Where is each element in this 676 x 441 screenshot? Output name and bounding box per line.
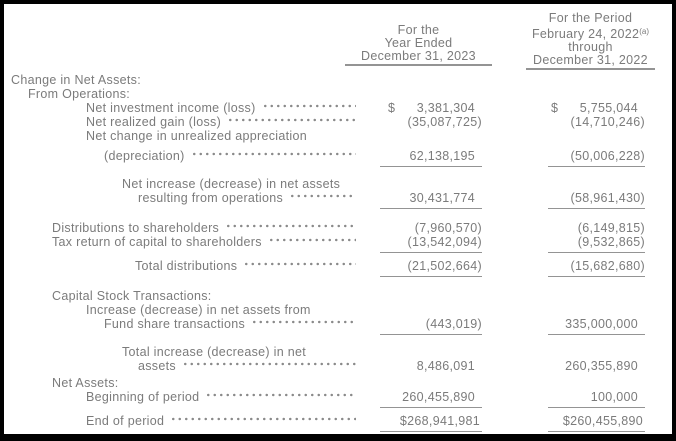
header-line: Year Ended xyxy=(384,36,453,50)
row-label xyxy=(4,115,380,129)
right-margin xyxy=(645,259,672,260)
value-2023 xyxy=(380,235,482,253)
row-label-text: End of period xyxy=(86,414,165,428)
column-gap xyxy=(482,235,548,236)
statement-rows xyxy=(4,73,672,435)
row-label-text: Beginning of period xyxy=(86,390,200,404)
amount: (35,087,725) xyxy=(407,115,482,129)
row-tax-return-of-capital-to-shareholders xyxy=(4,235,672,253)
dot-leader xyxy=(225,221,356,235)
row-label-text: resulting from operations xyxy=(138,191,284,205)
row-label xyxy=(4,414,380,428)
value-2022 xyxy=(548,414,645,435)
row-net-assets xyxy=(4,376,672,390)
row-increase-decrease-in-net-assets-from xyxy=(4,303,672,317)
amount: (7,960,570) xyxy=(414,221,482,235)
row-net-realized-gain-loss xyxy=(4,115,672,129)
row-label xyxy=(4,73,380,87)
row-label xyxy=(4,317,380,331)
row-fund-share-transactions xyxy=(4,317,672,335)
row-label-text: Fund share transactions xyxy=(104,317,246,331)
row-label-text: Net realized gain (loss) xyxy=(86,115,222,129)
amount: (15,682,680) xyxy=(570,259,645,273)
value-2023 xyxy=(380,115,482,129)
value-2023 xyxy=(380,390,482,408)
header-line: February 24, 2022$^{(a)}$ xyxy=(531,27,650,41)
row-label-text: Change in Net Assets: xyxy=(11,73,141,87)
right-margin xyxy=(645,177,672,178)
column-gap xyxy=(482,191,548,192)
row-label xyxy=(4,303,380,317)
column-gap xyxy=(482,73,548,74)
right-margin xyxy=(645,73,672,74)
value-2022 xyxy=(548,221,645,235)
amount: (6,149,815) xyxy=(577,221,645,235)
amount: (14,710,246) xyxy=(570,115,645,129)
row-label-text: Increase (decrease) in net assets from xyxy=(86,303,311,317)
amount: (9,532,865) xyxy=(577,235,645,249)
dot-leader xyxy=(289,191,356,205)
row-net-change-in-unrealized-appreciation xyxy=(4,129,672,143)
header-line: December 31, 2022 xyxy=(533,53,648,67)
row-distributions-to-shareholders xyxy=(4,221,672,235)
right-margin xyxy=(645,345,672,346)
value-2023 xyxy=(380,191,482,209)
row-beginning-of-period xyxy=(4,390,672,408)
row-label-text: Total distributions xyxy=(135,259,238,273)
column-gap xyxy=(482,345,548,346)
value-2023 xyxy=(380,221,482,235)
column-gap xyxy=(482,289,548,290)
amount: 260,355,890 xyxy=(565,359,638,373)
right-margin xyxy=(645,303,672,304)
row-label xyxy=(4,191,380,205)
column-gap xyxy=(482,259,548,260)
dot-leader xyxy=(251,317,356,331)
row-label xyxy=(4,129,380,143)
footnote-marker-a: (a) xyxy=(639,27,650,36)
value-2022 xyxy=(548,259,645,277)
header-line: For the Period xyxy=(548,11,633,25)
right-margin xyxy=(645,317,672,318)
column-gap xyxy=(482,317,548,318)
amount: 335,000,000 xyxy=(565,317,638,331)
row-label-text: Total increase (decrease) in net xyxy=(122,345,306,359)
amount: $260,455,890 xyxy=(562,414,643,428)
row-resulting-from-operations xyxy=(4,191,672,209)
column-gap xyxy=(482,177,548,178)
value-2022 xyxy=(548,115,645,129)
row-depreciation xyxy=(4,149,672,167)
right-margin xyxy=(645,149,672,150)
amount: 3,381,304 xyxy=(416,101,475,115)
dollar-sign: $ xyxy=(388,101,396,115)
row-label-text: (depreciation) xyxy=(104,149,185,163)
amount: 30,431,774 xyxy=(409,191,475,205)
row-label-text: Net investment income (loss) xyxy=(86,101,256,115)
column-gap xyxy=(482,414,548,415)
amount: $268,941,981 xyxy=(399,414,480,428)
value-2022 xyxy=(548,101,645,115)
row-label xyxy=(4,345,380,359)
value-2023 xyxy=(380,317,482,335)
column-gap xyxy=(482,359,548,360)
dot-leader xyxy=(227,115,356,129)
value-2023 xyxy=(380,359,482,373)
row-label-text: Tax return of capital to shareholders xyxy=(52,235,262,249)
right-margin xyxy=(645,289,672,290)
row-label-text: Net Assets: xyxy=(52,376,119,390)
dot-leader xyxy=(262,101,356,115)
column-gap xyxy=(482,390,548,391)
amount: 100,000 xyxy=(590,390,638,404)
column-header-2022 xyxy=(526,12,655,70)
column-header-2023 xyxy=(345,24,492,66)
row-change-in-net-assets xyxy=(4,73,672,87)
amount: 5,755,044 xyxy=(579,101,638,115)
header-line: December 31, 2023 xyxy=(361,49,476,63)
column-gap xyxy=(482,221,548,222)
value-2022 xyxy=(548,235,645,253)
row-label xyxy=(4,221,380,235)
value-2023 xyxy=(380,414,482,435)
header-line: through xyxy=(568,40,613,54)
row-label-text: Net increase (decrease) in net assets xyxy=(122,177,341,191)
right-margin xyxy=(645,414,672,415)
row-label-text: Distributions to shareholders xyxy=(52,221,220,235)
row-label-text: Net change in unrealized appreciation xyxy=(86,129,307,143)
dot-leader xyxy=(170,414,356,428)
row-assets xyxy=(4,359,672,373)
row-label xyxy=(4,390,380,404)
row-total-distributions xyxy=(4,259,672,277)
right-margin xyxy=(645,191,672,192)
row-label xyxy=(4,101,380,115)
amount: (50,006,228) xyxy=(570,149,645,163)
right-margin xyxy=(645,115,672,116)
value-2022 xyxy=(548,390,645,408)
value-2023 xyxy=(380,259,482,277)
column-gap xyxy=(482,115,548,116)
row-end-of-period xyxy=(4,414,672,435)
column-gap xyxy=(482,303,548,304)
right-margin xyxy=(645,390,672,391)
row-label-text: From Operations: xyxy=(28,87,131,101)
value-2023 xyxy=(380,101,482,115)
value-2022 xyxy=(548,191,645,209)
right-margin xyxy=(645,101,672,102)
right-margin xyxy=(645,359,672,360)
column-gap xyxy=(482,87,548,88)
amount: 8,486,091 xyxy=(416,359,475,373)
row-total-increase-decrease-in-net xyxy=(4,345,672,359)
dot-leader xyxy=(205,390,356,404)
right-margin xyxy=(645,376,672,377)
row-label xyxy=(4,87,380,101)
dot-leader xyxy=(182,359,356,373)
row-label xyxy=(4,259,380,273)
right-margin xyxy=(645,129,672,130)
column-gap xyxy=(482,129,548,130)
dot-leader xyxy=(191,149,356,163)
row-net-increase-decrease-in-net-assets xyxy=(4,177,672,191)
row-net-investment-income-loss xyxy=(4,101,672,115)
row-label xyxy=(4,289,380,303)
right-margin xyxy=(645,87,672,88)
amount: (21,502,664) xyxy=(407,259,482,273)
row-label-text: assets xyxy=(138,359,176,373)
dollar-sign: $ xyxy=(551,101,559,115)
value-2022 xyxy=(548,149,645,167)
column-gap xyxy=(482,149,548,150)
row-from-operations xyxy=(4,87,672,101)
row-capital-stock-transactions xyxy=(4,289,672,303)
amount: 62,138,195 xyxy=(409,149,475,163)
dot-leader xyxy=(243,259,356,273)
amount: 260,455,890 xyxy=(402,390,475,404)
column-gap xyxy=(482,101,548,102)
row-label xyxy=(4,177,380,191)
value-2022 xyxy=(548,317,645,335)
column-gap xyxy=(482,376,548,377)
row-label xyxy=(4,359,380,373)
row-label xyxy=(4,149,380,163)
value-2023 xyxy=(380,149,482,167)
value-2022 xyxy=(548,359,645,373)
header-line: For the xyxy=(397,23,440,37)
amount: (13,542,094) xyxy=(407,235,482,249)
amount: (58,961,430) xyxy=(570,191,645,205)
dot-leader xyxy=(268,235,356,249)
right-margin xyxy=(645,221,672,222)
amount: (443,019) xyxy=(425,317,482,331)
right-margin xyxy=(645,235,672,236)
row-label xyxy=(4,376,380,390)
row-label-text: Capital Stock Transactions: xyxy=(52,289,212,303)
row-label xyxy=(4,235,380,249)
